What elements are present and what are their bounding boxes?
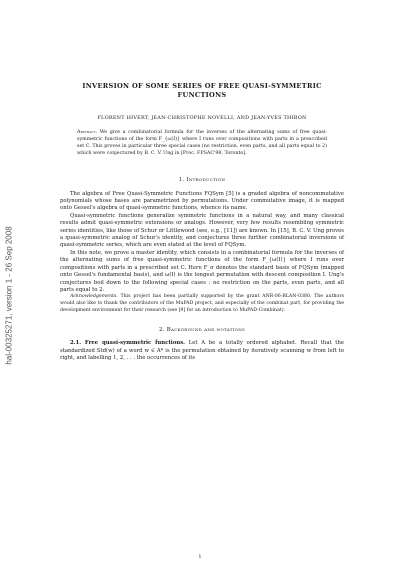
background-paragraph	[60, 340, 344, 362]
intro-paragraph-1: The algebra of Free Quasi-Symmetric Functions FQSym [5] is a graded algebra of noncommutative polynomials whose bases are parametrized by permutations. Under commutative image, it is mapped onto Gessel's algebra of quasi-symmetric functions, whence its name.	[60, 190, 344, 212]
acknowledgements	[60, 294, 344, 314]
abstract	[77, 130, 327, 158]
section-heading-introduction: 1. Introduction	[178, 176, 226, 183]
subsection-heading-fqsym: 2.1. Free quasi-symmetric functions.	[70, 340, 186, 347]
hal-sidebar-stamp	[3, 210, 15, 380]
acknowledgements-label: Acknowledgements.	[70, 294, 118, 300]
page-number: 1	[198, 554, 202, 560]
paper-title: INVERSION OF SOME SERIES OF FREE QUASI-SYMMETRIC FUNCTIONS	[82, 82, 322, 99]
acknowledgements-text: This project has been partially supported by the grant ANR-06-BLAN-0380. The authors would also like to thank the contributors of the MuPAD project, and especially of the combinat part, for providing the development environment for their research (see [9] for an introduction to MuPAD-Combinat).	[60, 294, 344, 313]
abstract-label: Abstract.	[77, 130, 97, 135]
intro-paragraph-3: In this note, we prove a master identity, which consists in a combinatorial formula for the inverses of the alternating sums of free quasi-symmetric functions of the form F_{ω(I)} where I runs over compositions with parts in a prescribed set C. Here F_σ denotes the standard basis of FQSym (mapped onto Gessel's fundamental basis), and ω(I) is the longest permutation with descent composition I. Ung's conjectures boil down to the following special cases : no restriction on the parts, even parts, and all parts equal to 2.	[60, 249, 344, 293]
author-list: FLORENT HIVERT, JEAN-CHRISTOPHE NOVELLI, AND JEAN-YVES THIBON	[97, 115, 307, 121]
abstract-text: We give a combinatorial formula for the inverses of the alternating sums of free quasi-symmetric functions of the form F_{ω(I)} where I runs over compositions with parts in a prescribed set C. This proves in particular three special cases (no restriction, even parts, and all parts equal to 2) which were conjectured by B. C. V. Ung in [Proc. FPSAC'98, Toronto].	[77, 130, 327, 156]
intro-paragraph-2: Quasi-symmetric functions generalize symmetric functions in a natural way, and many classical results admit quasi-symmetric extensions or analogs. However, very few results resembling symmetric series identities, like those of Schur or Littlewood (see, e.g., [11]) are known. In [15], B. C. V. Ung proves a quasi-symmetric analog of Schur's identity, and conjectures three further combinatorial inversions of quasi-symmetric series, which are even stated at the level of FQSym.	[60, 212, 344, 249]
background-paragraph-text: Let A be a totally ordered alphabet. Recall that the standardized Std(w) of a word w ∈ A* is the permutation obtained by iteratively scanning w from left to right, and labelling 1, 2, . . . the occurrences of its	[60, 340, 344, 362]
section-heading-background: 2. Background and notations	[158, 327, 246, 334]
page-content	[60, 82, 344, 363]
hal-identifier: hal-00325271, version 1 - 26 Sep 2008	[4, 225, 14, 365]
